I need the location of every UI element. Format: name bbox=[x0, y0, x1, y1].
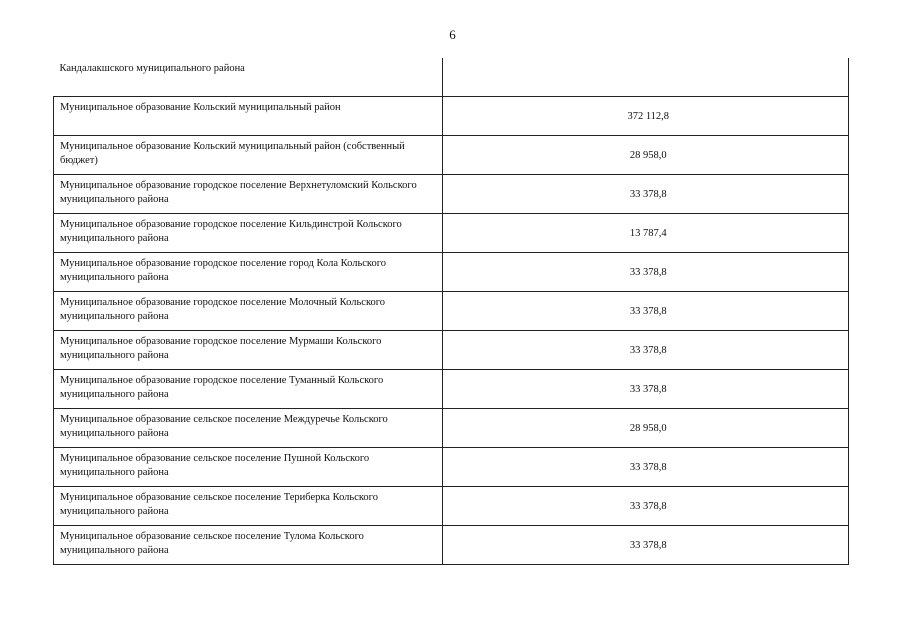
municipality-name: Муниципальное образование городское поселение Туманный Кольского муниципального района bbox=[54, 370, 443, 409]
municipality-name: Муниципальное образование сельское поселение Междуречье Кольского муниципального района bbox=[54, 409, 443, 448]
municipality-name: Кандалакшского муниципального района bbox=[54, 58, 443, 97]
municipality-name: Муниципальное образование Кольский муниципальный район (собственный бюджет) bbox=[54, 136, 443, 175]
amount-value: 372 112,8 bbox=[442, 97, 849, 136]
budget-table bbox=[53, 58, 849, 565]
amount-value: 33 378,8 bbox=[442, 253, 849, 292]
page-number: 6 bbox=[449, 27, 456, 42]
amount-value: 33 378,8 bbox=[442, 487, 849, 526]
table-row bbox=[54, 58, 849, 97]
amount-value: 33 378,8 bbox=[442, 175, 849, 214]
municipality-name: Муниципальное образование Кольский муниципальный район bbox=[54, 97, 443, 136]
table-row bbox=[54, 370, 849, 409]
table-row bbox=[54, 526, 849, 565]
amount-value: 33 378,8 bbox=[442, 448, 849, 487]
table-row bbox=[54, 253, 849, 292]
table-row bbox=[54, 331, 849, 370]
table-row bbox=[54, 487, 849, 526]
municipality-name: Муниципальное образование городское поселение Молочный Кольского муниципального района bbox=[54, 292, 443, 331]
amount-value: 28 958,0 bbox=[442, 136, 849, 175]
table-row bbox=[54, 97, 849, 136]
amount-value: 33 378,8 bbox=[442, 526, 849, 565]
table-row bbox=[54, 214, 849, 253]
municipality-name: Муниципальное образование городское поселение Верхнетуломский Кольского муниципального района bbox=[54, 175, 443, 214]
municipality-name: Муниципальное образование городское поселение город Кола Кольского муниципального района bbox=[54, 253, 443, 292]
municipality-name: Муниципальное образование сельское поселение Пушной Кольского муниципального района bbox=[54, 448, 443, 487]
amount-value: 13 787,4 bbox=[442, 214, 849, 253]
municipality-name: Муниципальное образование городское поселение Мурмаши Кольского муниципального района bbox=[54, 331, 443, 370]
table-row bbox=[54, 448, 849, 487]
table-row bbox=[54, 409, 849, 448]
amount-value: 33 378,8 bbox=[442, 331, 849, 370]
table-row bbox=[54, 136, 849, 175]
amount-value: 28 958,0 bbox=[442, 409, 849, 448]
municipality-name: Муниципальное образование городское поселение Кильдинстрой Кольского муниципального района bbox=[54, 214, 443, 253]
table-row bbox=[54, 175, 849, 214]
amount-value bbox=[442, 58, 849, 97]
table-row bbox=[54, 292, 849, 331]
municipality-name: Муниципальное образование сельское поселение Териберка Кольского муниципального района bbox=[54, 487, 443, 526]
amount-value: 33 378,8 bbox=[442, 292, 849, 331]
municipality-name: Муниципальное образование сельское поселение Тулома Кольского муниципального района bbox=[54, 526, 443, 565]
amount-value: 33 378,8 bbox=[442, 370, 849, 409]
